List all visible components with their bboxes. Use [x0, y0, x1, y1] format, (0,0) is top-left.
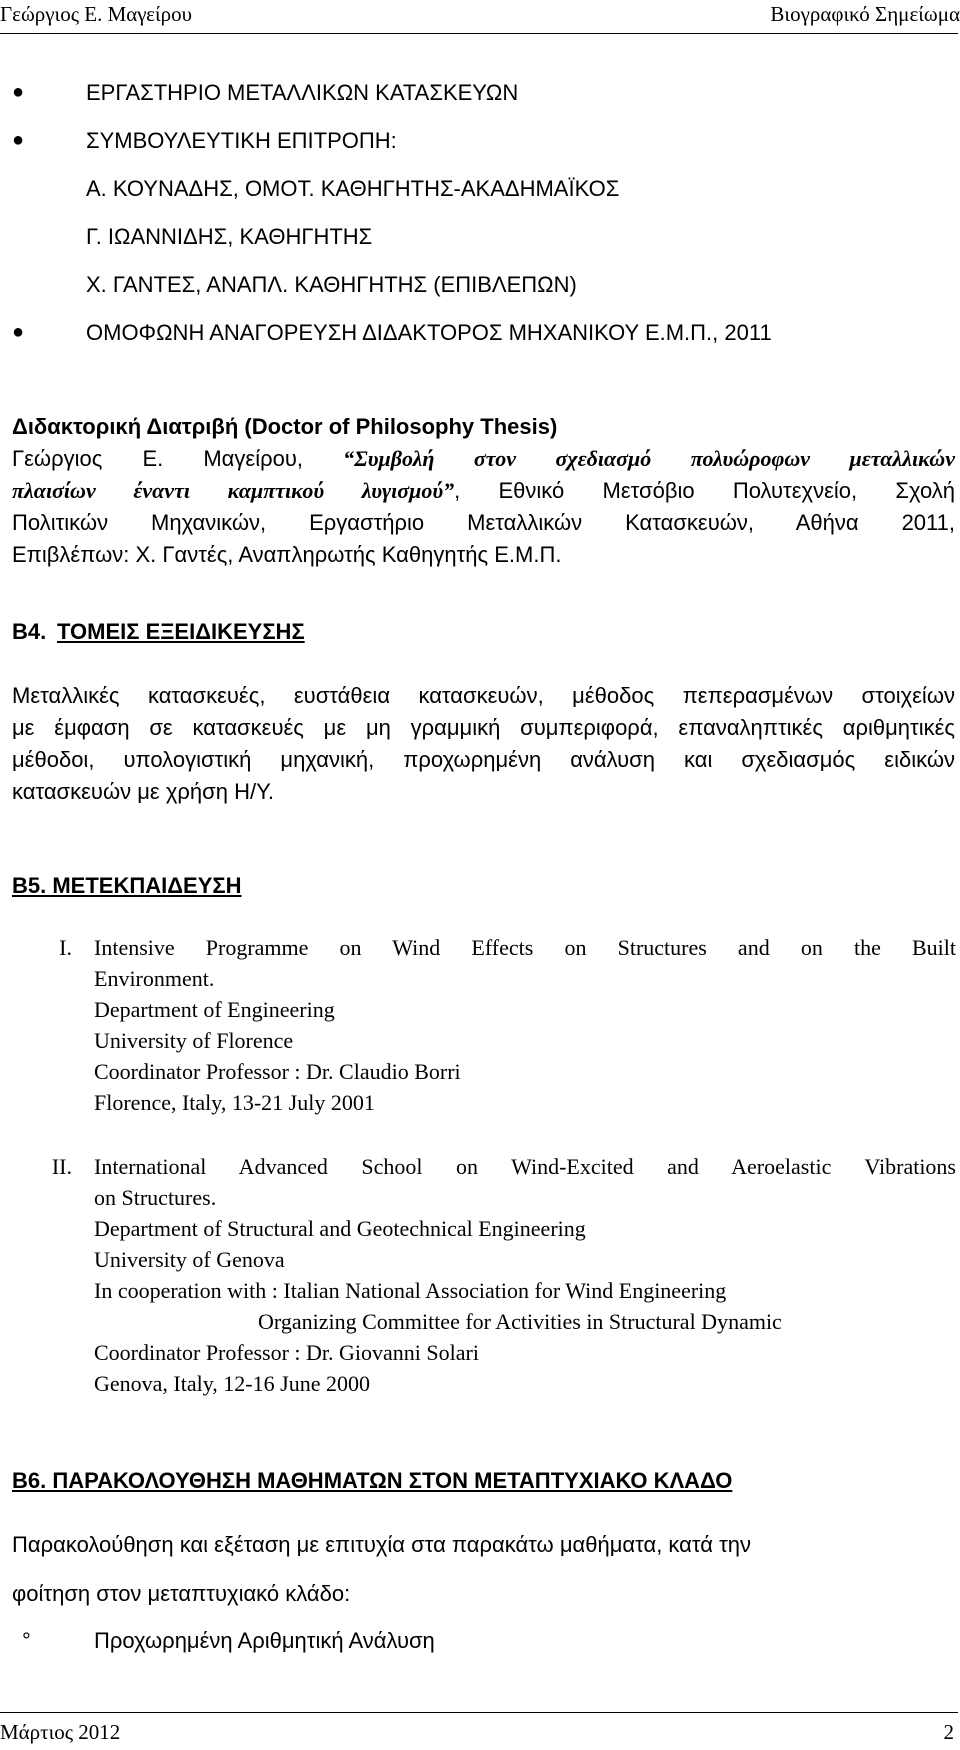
item-line: Department of Engineering [94, 997, 335, 1022]
item-line: University of Florence [94, 1028, 294, 1053]
thesis-title: “Συμβολή στον σχεδιασμό πολυώροφων μεταλλικών [343, 446, 955, 471]
thesis-supervisor: Επιβλέπων: Χ. Γαντές, Αναπληρωτής Καθηγητής Ε.Μ.Π. [12, 542, 562, 567]
b6-intro-line: Παρακολούθηση και εξέταση με επιτυχία στα παρακάτω μαθήματα, κατά την [12, 1532, 752, 1557]
page-footer [0, 1712, 960, 1750]
b4-text-line: μέθοδοι, υπολογιστική μηχανική, προχωρημένη ανάλυση και σχεδιασμός ειδικών [12, 747, 955, 772]
bullet-icon: ● [12, 81, 25, 103]
committee-member: Α. ΚΟΥΝΑΔΗΣ, ΟΜΟΤ. ΚΑΘΗΓΗΤΗΣ-ΑΚΑΔΗΜΑΪΚΟΣ [86, 176, 620, 201]
thesis-line-2: πλαισίων έναντι καμπτικού λυγισμού”, Εθνικό Μετσόβιο Πολυτεχνείο, Σχολή [12, 478, 955, 503]
b4-label: Β4. [12, 619, 47, 644]
page-number: 2 [943, 1720, 954, 1744]
item-numeral: II. [51, 1154, 72, 1179]
item-line: Florence, Italy, 13-21 July 2001 [94, 1090, 375, 1115]
item-title: Intensive Programme on Wind Effects on Structures and on the Built [94, 935, 956, 960]
lab-name: ΕΡΓΑΣΤΗΡΙΟ ΜΕΤΑΛΛΙΚΩΝ ΚΑΤΑΣΚΕΥΩΝ [86, 80, 519, 105]
item-line: on Structures. [94, 1185, 217, 1210]
b4-title: ΤΟΜΕΙΣ ΕΞΕΙΔΙΚΕΥΣΗΣ [57, 619, 305, 644]
committee-member: Χ. ΓΑΝΤΕΣ, ΑΝΑΠΛ. ΚΑΘΗΓΗΤΗΣ (ΕΠΙΒΛΕΠΩΝ) [86, 272, 577, 297]
bullet-icon: ● [12, 321, 25, 343]
item-line: Coordinator Professor : Dr. Giovanni Solari [94, 1340, 479, 1365]
course-item: Προχωρημένη Αριθμητική Ανάλυση [94, 1628, 435, 1653]
footer-rule [0, 1712, 958, 1713]
item-line: Genova, Italy, 12-16 June 2000 [94, 1371, 370, 1396]
item-line: Coordinator Professor : Dr. Claudio Borri [94, 1059, 461, 1084]
b6-intro-line: φοίτηση στον μεταπτυχιακό κλάδο: [12, 1581, 351, 1606]
header-doc-title: Βιογραφικό Σημείωμα [770, 2, 960, 26]
footer-date: Μάρτιος 2012 [0, 1720, 121, 1744]
item-line: Department of Structural and Geotechnical Engineering [94, 1216, 586, 1241]
degree-bullet-icon: ° [22, 1628, 31, 1653]
item-numeral: I. [59, 935, 72, 960]
b5-title: Β5. ΜΕΤΕΚΠΑΙΔΕΥΣΗ [12, 873, 242, 898]
header-rule [0, 33, 958, 34]
thesis-title: πλαισίων έναντι καμπτικού λυγισμού” [12, 478, 455, 503]
thesis-author: Γεώργιος Ε. Μαγείρου, [12, 446, 344, 471]
header-author: Γεώργιος Ε. Μαγείρου [0, 2, 193, 26]
item-line: Environment. [94, 966, 215, 991]
item-line: Organizing Committee for Activities in Structural Dynamic [258, 1309, 782, 1334]
b4-text-line: κατασκευών με χρήση Η/Υ. [12, 779, 275, 804]
bullet-icon: ● [12, 129, 25, 151]
committee-member: Γ. ΙΩΑΝΝΙΔΗΣ, ΚΑΘΗΓΗΤΗΣ [86, 224, 373, 249]
b6-title: Β6. ΠΑΡΑΚΟΛΟΥΘΗΣΗ ΜΑΘΗΜΑΤΩΝ ΣΤΟΝ ΜΕΤΑΠΤΥΧΙΑΚΟ ΚΛΑΔΟ [12, 1468, 733, 1493]
acclaim-text: ΟΜΟΦΩΝΗ ΑΝΑΓΟΡΕΥΣΗ ΔΙΔΑΚΤΟΡΟΣ ΜΗΧΑΝΙΚΟΥ Ε.Μ.Π., 2011 [86, 320, 772, 345]
advisory-title: ΣΥΜΒΟΥΛΕΥΤΙΚΗ ΕΠΙΤΡΟΠΗ: [86, 128, 397, 153]
page-header [0, 0, 960, 32]
thesis-line-1 [12, 446, 955, 472]
item-line: University of Genova [94, 1247, 285, 1272]
thesis-line-3: Πολιτικών Μηχανικών, Εργαστήριο Μεταλλικών Κατασκευών, Αθήνα 2011, [12, 510, 955, 535]
b4-text-line: με έμφαση σε κατασκευές με μη γραμμική συμπεριφορά, επαναληπτικές αριθμητικές [12, 715, 955, 740]
b4-text-line: Μεταλλικές κατασκευές, ευστάθεια κατασκευών, μέθοδος πεπερασμένων στοιχείων [12, 683, 955, 708]
item-line: In cooperation with : Italian National Association for Wind Engineering [94, 1278, 727, 1303]
thesis-heading: Διδακτορική Διατριβή (Doctor of Philosophy Thesis) [12, 414, 558, 439]
item-title: International Advanced School on Wind-Excited and Aeroelastic Vibrations [94, 1154, 956, 1179]
